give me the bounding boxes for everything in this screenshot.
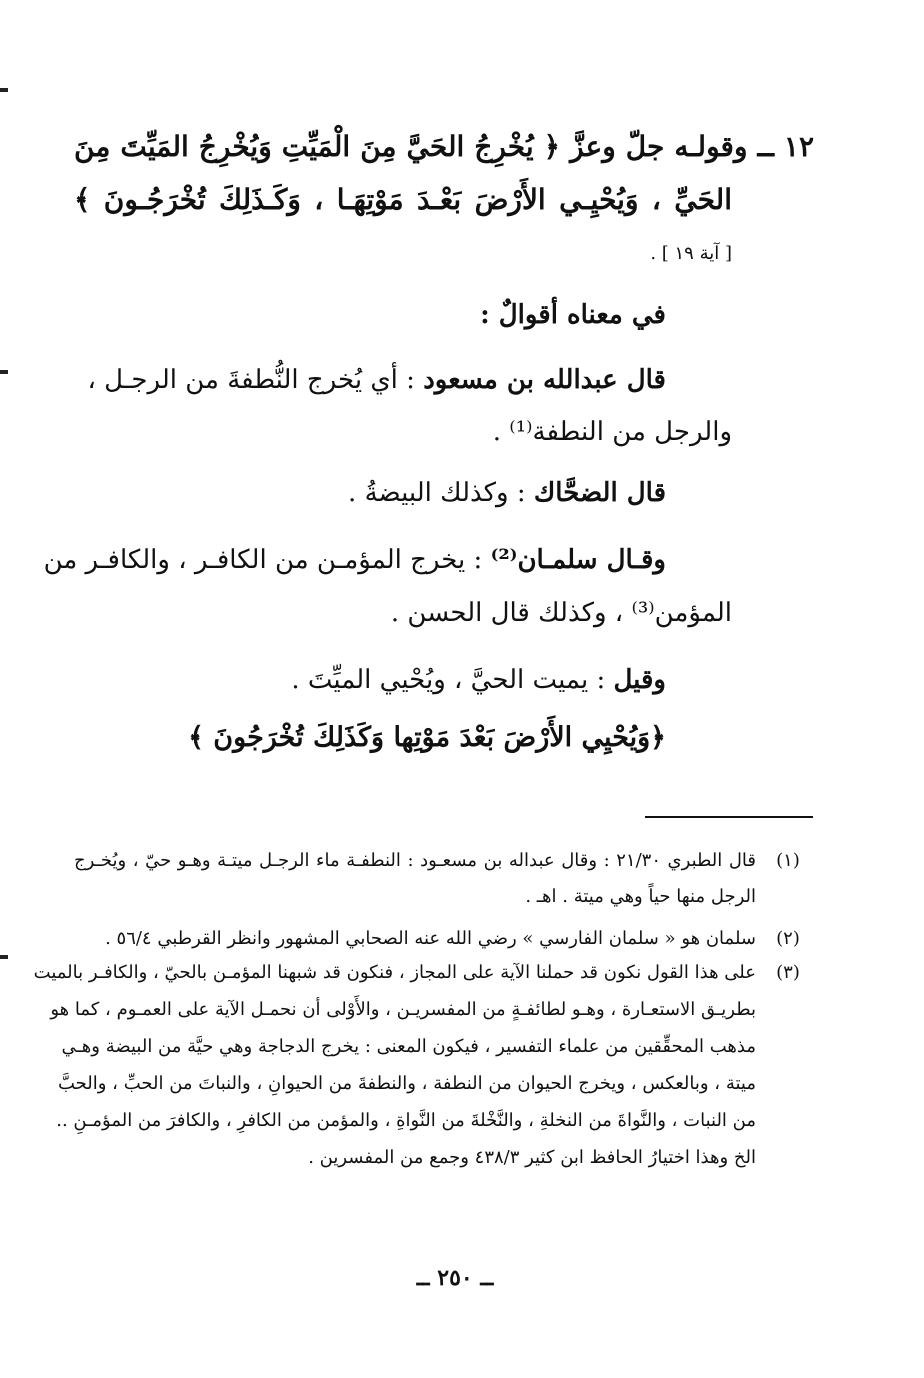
footnote-3-line-3: مذهب المحقِّقين من علماء التفسير ، فيكون المعنى : يخرج الدجاجة وهي حيَّة من البيضة وهـي (61, 1036, 756, 1057)
paragraph-text: : يميت الحيَّ ، ويُحْيي الميِّتَ . (291, 665, 614, 695)
footnote-number: (٢) (776, 928, 800, 949)
paragraph-3-line-2: المؤمن⁽³⁾ ، وكذلك قال الحسن . (390, 598, 732, 628)
verse-heading: ﴿وَيُحْيِي الأَرْضَ بَعْدَ مَوْتِها وَكَذَلِكَ تُخْرَجُونَ ﴾ (188, 722, 666, 753)
footnote-3-line-5: من النبات ، والنَّواةَ من النخلةِ ، والنَّخْلةَ من النَّواةِ ، والمؤمن من الكافرِ ، والكافرَ من المؤمـنِ .. (56, 1110, 756, 1131)
footnote-3-line-1: على هذا القول نكون قد حملنا الآية على المجاز ، فنكون قد شبهنا المؤمـن بالحيّ ، والكافـر بالميت (33, 962, 756, 983)
paragraph-text: : أي يُخرج النُّطفةَ من الرجـل ، (87, 365, 424, 395)
speaker-name: قال عبدالله بن مسعود (423, 365, 666, 395)
paragraph-text: : يخرج المؤمـن من الكافـر ، والكافـر من (43, 545, 491, 575)
footnote-3-line-4: ميتة ، وبالعكس ، ويخرج الحيوان من النطفة ، والنطفةَ من الحيوانِ ، والنباتَ من الحبِّ ، والحبَّ (57, 1073, 756, 1094)
paragraph-2 (348, 478, 666, 508)
footnote-2-line-1: سلمان هو « سلمان الفارسي » رضي الله عنه الصحابي المشهور وانظر القرطبي ٥٦/٤ . (105, 928, 756, 949)
paragraph-4 (291, 665, 666, 695)
speaker-name: وقيل (613, 665, 666, 695)
footnote-number: (١) (776, 850, 800, 871)
page-number: ــ ٢٥٠ ــ (416, 1265, 494, 1291)
paragraph-1-line-1 (74, 365, 666, 395)
verse-line-1: ١٢ ــ وقولـه جلّ وعزَّ ﴿ يُخْرِجُ الحَيَّ مِنَ الْمَيِّتِ وَيُخْرِجُ المَيِّتَ مِنَ (74, 130, 814, 163)
verse-line-2: الحَيِّ ، وَيُحْيِـي الأَرْضَ بَعْـدَ مَوْتِهَـا ، وَكَـذَلِكَ تُخْرَجُـونَ ﴾ (74, 183, 732, 216)
footnote-3-line-2: بطريـق الاستعـارة ، وهـو لطائفـةٍ من المفسريـن ، والأَوْلى أن نحمـل الآية على العمـوم ، كما هو (50, 999, 756, 1020)
footnote-1-line-2: الرجل منها حياً وهي ميتة . اهـ . (525, 886, 756, 907)
footnote-separator (645, 816, 813, 818)
margin-mark (0, 955, 8, 959)
section-heading: في معناه أقوالٌ : (480, 300, 666, 330)
verse-reference: [ آية ١٩ ] . (650, 243, 732, 264)
footnote-3-line-6: الخ وهذا اختيارُ الحافظ ابن كثير ٤٣٨/٣ وجمع من المفسرين . (308, 1147, 756, 1168)
margin-mark (0, 370, 8, 374)
paragraph-text: : وكذلك البيضةُ . (348, 478, 534, 508)
footnote-number: (٣) (776, 962, 800, 983)
speaker-name: وقـال سلمـان⁽²⁾ (490, 545, 666, 575)
speaker-name: قال الضحَّاك (533, 478, 666, 508)
footnote-1-line-1: قال الطبري ٢١/٣٠ : وقال عبداله بن مسعـود : النطفـة ماء الرجـل ميتـة وهـو حيّ ، ويُخـرج (74, 850, 756, 871)
paragraph-1-line-2: والرجل من النطفة⁽¹⁾ . (492, 417, 732, 447)
margin-mark (0, 88, 8, 92)
paragraph-3-line-1 (43, 545, 666, 575)
